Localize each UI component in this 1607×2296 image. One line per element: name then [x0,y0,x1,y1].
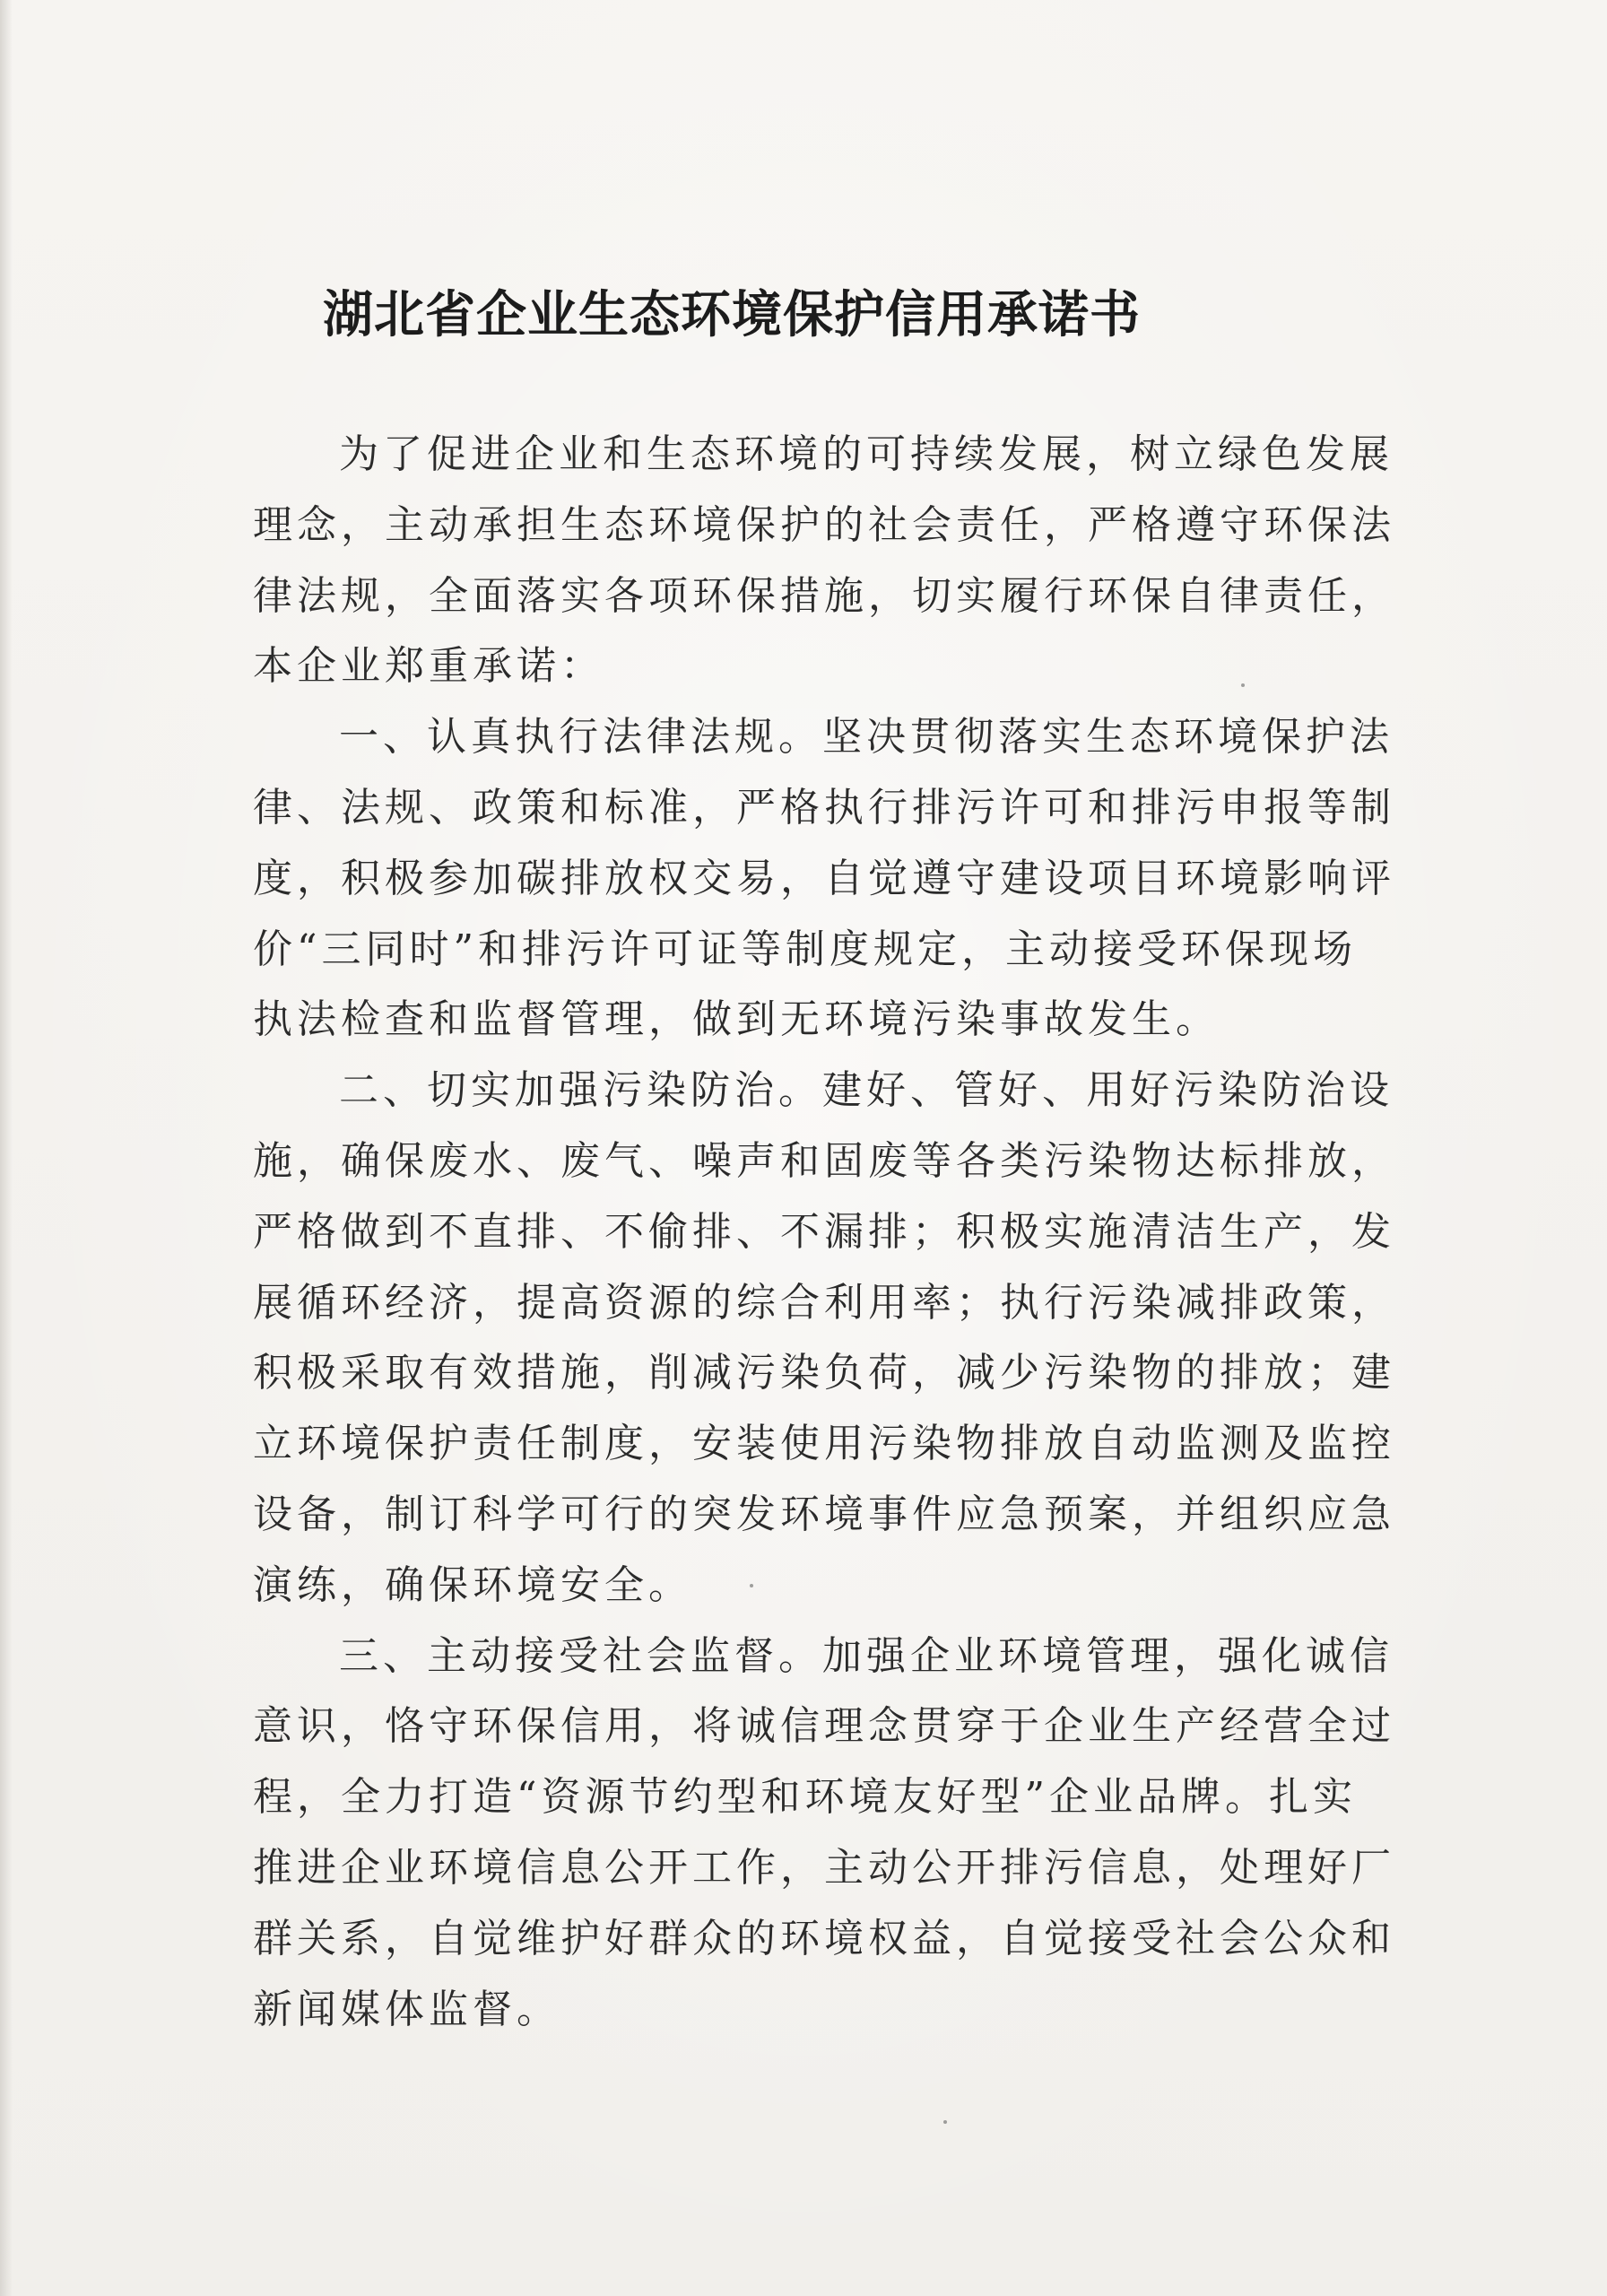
text-line: 为了促进企业和生态环境的可持续发展，树立绿色发展 [339,431,1394,477]
document-title: 湖北省企业生态环境保护信用承诺书 [323,286,1141,344]
text-line: 意识，恪守环保信用，将诚信理念贯穿于企业生产经营全过 [253,1703,1395,1750]
text-line: 推进企业环境信息公开工作，主动公开排污信息，处理好厂 [253,1844,1395,1891]
text-line: 积极采取有效措施，削减污染负荷，减少污染物的排放；建 [253,1350,1395,1396]
text-line: 展循环经济，提高资源的综合利用率；执行污染减排政策， [253,1279,1395,1326]
text-line: 演练，确保环境安全。 [253,1561,692,1608]
text-line: 律法规，全面落实各项环保措施，切实履行环保自律责任， [253,572,1395,619]
text-line: 度，积极参加碳排放权交易，自觉遵守建设项目环境影响评 [253,855,1395,901]
text-line: 立环境保护责任制度，安装使用污染物排放自动监测及监控 [253,1421,1395,1467]
document-body [253,420,1395,2045]
text-line: 本企业郑重承诺： [253,643,604,690]
text-line: 群关系，自觉维护好群众的环境权益，自觉接受社会公众和 [253,1915,1395,1961]
scan-speck [1241,683,1245,687]
text-line: 二、切实加强污染防治。建好、管好、用好污染防治设 [339,1067,1394,1114]
text-line: 三、主动接受社会监督。加强企业环境管理，强化诚信 [339,1632,1394,1679]
text-line: 理念，主动承担生态环境保护的社会责任，严格遵守环保法 [253,501,1395,548]
paragraph-intro [253,420,1395,702]
text-line: 设备，制订科学可行的突发环境事件应急预案，并组织应急 [253,1491,1395,1537]
text-line: 施，确保废水、废气、噪声和固废等各类污染物达标排放， [253,1137,1395,1184]
text-line: 一、认真执行法律法规。坚决贯彻落实生态环境保护法 [339,714,1394,761]
scan-speck [750,1584,753,1587]
text-line: 程，全力打造“资源节约型和环境友好型”企业品牌。扎实 [253,1774,1357,1821]
paragraph-item-1 [253,702,1395,1056]
text-line: 执法检查和监督管理，做到无环境污染事故发生。 [253,996,1220,1043]
paragraph-item-2 [253,1056,1395,1621]
text-line: 价“三同时”和排污许可证等制度规定，主动接受环保现场 [253,926,1357,972]
text-line: 律、法规、政策和标准，严格执行排污许可和排污申报等制 [253,784,1395,831]
text-line: 严格做到不直排、不偷排、不漏排；积极实施清洁生产，发 [253,1208,1395,1255]
page-edge-shadow [0,0,13,2296]
scan-speck [943,2120,947,2124]
paragraph-item-3 [253,1622,1395,2046]
text-line: 新闻媒体监督。 [253,1986,560,2032]
